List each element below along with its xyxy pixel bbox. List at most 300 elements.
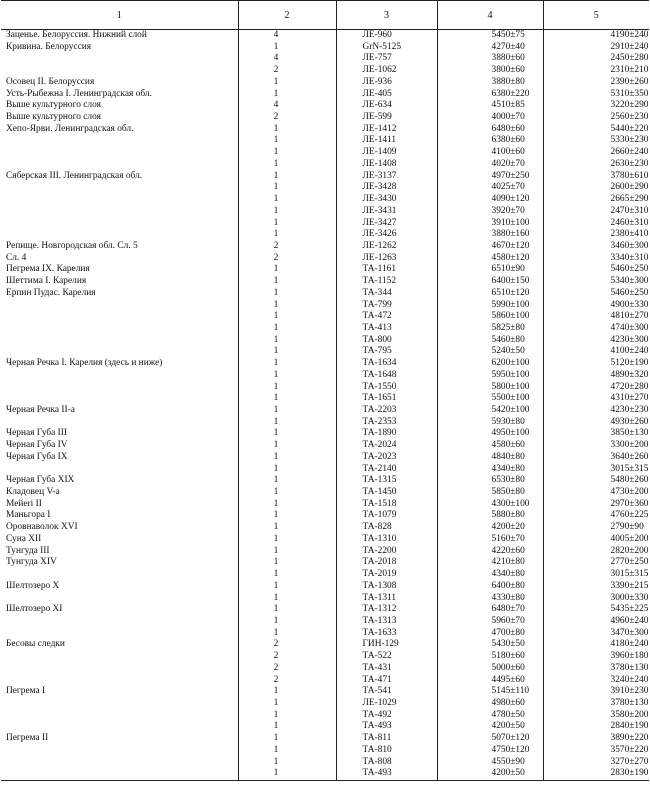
table-row — [1, 616, 649, 628]
lab-index-cell: ЛЕ-1408 — [336, 159, 437, 171]
radiocarbon-age-cell: 4270±40 — [437, 42, 543, 54]
lab-index-cell: ТА-2203 — [336, 405, 437, 417]
sample-count-cell: 1 — [238, 557, 336, 569]
table-row — [1, 417, 649, 429]
sample-count-cell: 2 — [238, 675, 336, 687]
site-name-cell: Хепо-Ярви. Ленинградская обл. — [6, 123, 134, 134]
lab-index-cell: ТА-1648 — [336, 370, 437, 382]
sample-count-cell: 4 — [238, 30, 336, 42]
table-row — [1, 745, 649, 757]
table-row — [1, 194, 649, 206]
calibrated-age-cell: 3015±315 — [543, 569, 649, 581]
calibrated-age-cell: 4180±240 — [543, 639, 649, 651]
radiocarbon-age-cell: 5960±70 — [437, 616, 543, 628]
table-row — [1, 405, 649, 417]
table-row — [1, 135, 649, 147]
lab-index-cell: ТА-808 — [336, 757, 437, 769]
sample-count-cell: 1 — [238, 593, 336, 605]
site-name-cell — [1, 135, 238, 147]
radiocarbon-age-cell: 5825±80 — [437, 323, 543, 335]
radiocarbon-age-cell: 6380±220 — [437, 89, 543, 101]
table-row — [1, 569, 649, 581]
site-name-cell — [1, 663, 238, 675]
calibrated-age-cell: 3460±300 — [543, 241, 649, 253]
table-row — [1, 757, 649, 769]
table-row — [1, 370, 649, 382]
calibrated-age-cell: 4310±270 — [543, 393, 649, 405]
radiocarbon-age-cell: 4510±85 — [437, 100, 543, 112]
site-name-cell — [1, 147, 238, 159]
table-row — [1, 651, 649, 663]
sample-count-cell: 1 — [238, 335, 336, 347]
radiocarbon-age-cell: 5160±70 — [437, 534, 543, 546]
radiocarbon-age-cell: 5430±50 — [437, 639, 543, 651]
sample-count-cell: 1 — [238, 452, 336, 464]
sample-count-cell: 1 — [238, 546, 336, 558]
radiocarbon-age-cell: 4780±50 — [437, 710, 543, 722]
sample-count-cell: 1 — [238, 428, 336, 440]
sample-count-cell: 4 — [238, 100, 336, 112]
calibrated-age-cell: 2830±190 — [543, 768, 649, 780]
sample-count-cell: 2 — [238, 112, 336, 124]
radiocarbon-age-cell: 6510±120 — [437, 288, 543, 300]
site-name-cell: Кривина. Белоруссия — [6, 41, 92, 52]
lab-index-cell: ТА-810 — [336, 745, 437, 757]
sample-count-cell: 1 — [238, 733, 336, 745]
radiocarbon-age-cell: 3920±70 — [437, 206, 543, 218]
calibrated-age-cell: 2970±360 — [543, 499, 649, 511]
lab-index-cell: ЛЕ-936 — [336, 77, 437, 89]
calibrated-age-cell: 4810±270 — [543, 311, 649, 323]
calibrated-age-cell: 2380±410 — [543, 229, 649, 241]
site-name-cell: Черная Губа XIX — [6, 475, 75, 486]
radiocarbon-age-cell: 4220±60 — [437, 546, 543, 558]
table-row — [1, 464, 649, 476]
calibrated-age-cell: 3890±220 — [543, 733, 649, 745]
calibrated-age-cell: 2310±210 — [543, 65, 649, 77]
table-row — [1, 42, 649, 54]
lab-index-cell: ТА-1634 — [336, 358, 437, 370]
sample-count-cell: 1 — [238, 147, 336, 159]
sample-count-cell: 1 — [238, 393, 336, 405]
calibrated-age-cell: 2665±290 — [543, 194, 649, 206]
table-row — [1, 253, 649, 265]
site-name-cell — [1, 206, 238, 218]
lab-index-cell: ГИН-129 — [336, 639, 437, 651]
lab-index-cell: ТА-1313 — [336, 616, 437, 628]
lab-index-cell: GrN-5125 — [336, 42, 437, 54]
radiocarbon-age-cell: 4090±120 — [437, 194, 543, 206]
calibrated-age-cell: 3470±300 — [543, 628, 649, 640]
radiocarbon-age-cell: 6400±150 — [437, 276, 543, 288]
calibrated-age-cell: 2560±230 — [543, 112, 649, 124]
radiocarbon-age-cell: 5180±60 — [437, 651, 543, 663]
sample-count-cell: 1 — [238, 300, 336, 312]
table-row — [1, 581, 649, 593]
radiocarbon-age-cell: 4970±250 — [437, 171, 543, 183]
sample-count-cell: 1 — [238, 721, 336, 733]
calibrated-age-cell: 2910±240 — [543, 42, 649, 54]
radiocarbon-age-cell: 4550±90 — [437, 757, 543, 769]
calibrated-age-cell: 3240±240 — [543, 675, 649, 687]
lab-index-cell: ЛЕ-1263 — [336, 253, 437, 265]
sample-count-cell: 4 — [238, 53, 336, 65]
calibrated-age-cell: 5440±220 — [543, 124, 649, 136]
table-row — [1, 698, 649, 710]
calibrated-age-cell: 2630±230 — [543, 159, 649, 171]
table-row — [1, 77, 649, 89]
calibrated-age-cell: 5340±300 — [543, 276, 649, 288]
calibrated-age-cell: 2840±190 — [543, 721, 649, 733]
lab-index-cell: ТА-800 — [336, 335, 437, 347]
table-row — [1, 311, 649, 323]
lab-index-cell: ТА-1310 — [336, 534, 437, 546]
radiocarbon-age-cell: 6400±80 — [437, 581, 543, 593]
calibrated-age-cell: 2470±310 — [543, 206, 649, 218]
table-row — [1, 604, 649, 616]
table-row — [1, 393, 649, 405]
lab-index-cell: ТА-1308 — [336, 581, 437, 593]
lab-index-cell: ЛЕ-3428 — [336, 182, 437, 194]
site-name-cell: Выше культурного слоя — [6, 112, 101, 123]
calibrated-age-cell: 2390±260 — [543, 77, 649, 89]
lab-index-cell: ЛЕ-1411 — [336, 135, 437, 147]
sample-count-cell: 2 — [238, 663, 336, 675]
table-row — [1, 440, 649, 452]
calibrated-age-cell: 4900±330 — [543, 300, 649, 312]
site-name-cell: Усть-Рыбежна I. Ленинградская обл. — [6, 88, 152, 99]
calibrated-age-cell: 4730±200 — [543, 487, 649, 499]
radiocarbon-age-cell: 4580±60 — [437, 440, 543, 452]
radiocarbon-age-cell: 5500±100 — [437, 393, 543, 405]
lab-index-cell: ТА-2200 — [336, 546, 437, 558]
site-name-cell — [1, 745, 238, 757]
sample-count-cell: 1 — [238, 710, 336, 722]
sample-count-cell: 1 — [238, 464, 336, 476]
sample-count-cell: 1 — [238, 686, 336, 698]
table-row — [1, 428, 649, 440]
calibrated-age-cell: 3640±260 — [543, 452, 649, 464]
lab-index-cell: ТА-431 — [336, 663, 437, 675]
calibrated-age-cell: 2660±240 — [543, 147, 649, 159]
calibrated-age-cell: 4005±200 — [543, 534, 649, 546]
sample-count-cell: 1 — [238, 499, 336, 511]
radiocarbon-age-cell: 6480±60 — [437, 124, 543, 136]
lab-index-cell: ЛЕ-1062 — [336, 65, 437, 77]
calibrated-age-cell: 4230±230 — [543, 405, 649, 417]
sample-count-cell: 1 — [238, 358, 336, 370]
sample-count-cell: 1 — [238, 768, 336, 780]
radiocarbon-age-cell: 4300±100 — [437, 499, 543, 511]
site-name-cell — [1, 768, 238, 780]
lab-index-cell: ЛЕ-1262 — [336, 241, 437, 253]
site-name-cell: Тунгуда III — [6, 545, 50, 556]
table-row — [1, 159, 649, 171]
site-name-cell — [1, 417, 238, 429]
table-row — [1, 487, 649, 499]
table-body — [1, 30, 649, 781]
radiocarbon-age-cell: 4330±80 — [437, 593, 543, 605]
sample-count-cell: 1 — [238, 159, 336, 171]
lab-index-cell: ЛЕ-1412 — [336, 124, 437, 136]
radiocarbon-age-cell: 5850±80 — [437, 487, 543, 499]
table-row — [1, 264, 649, 276]
table-row — [1, 358, 649, 370]
sample-count-cell: 1 — [238, 77, 336, 89]
table-row — [1, 452, 649, 464]
table-row — [1, 639, 649, 651]
calibrated-age-cell: 4720±280 — [543, 382, 649, 394]
radiocarbon-dates-table — [1, 0, 649, 781]
table-row — [1, 546, 649, 558]
sample-count-cell: 1 — [238, 757, 336, 769]
sample-count-cell: 1 — [238, 628, 336, 640]
radiocarbon-age-cell: 4210±80 — [437, 557, 543, 569]
lab-index-cell: ТА-1079 — [336, 510, 437, 522]
site-name-cell — [1, 229, 238, 241]
column-header: 2 — [238, 1, 336, 30]
sample-count-cell: 1 — [238, 522, 336, 534]
lab-index-cell: ТА-1152 — [336, 276, 437, 288]
lab-index-cell: ЛЕ-3430 — [336, 194, 437, 206]
site-name-cell — [1, 710, 238, 722]
table-row — [1, 593, 649, 605]
radiocarbon-age-cell: 4840±80 — [437, 452, 543, 464]
lab-index-cell: ТА-2023 — [336, 452, 437, 464]
radiocarbon-age-cell: 6200±100 — [437, 358, 543, 370]
site-name-cell — [1, 65, 238, 77]
sample-count-cell: 1 — [238, 135, 336, 147]
radiocarbon-age-cell: 4340±80 — [437, 464, 543, 476]
site-name-cell: Суна XII — [6, 533, 42, 544]
calibrated-age-cell: 3780±130 — [543, 698, 649, 710]
calibrated-age-cell: 5460±250 — [543, 264, 649, 276]
lab-index-cell: ТА-1315 — [336, 475, 437, 487]
sample-count-cell: 1 — [238, 569, 336, 581]
site-name-cell — [1, 569, 238, 581]
radiocarbon-age-cell: 4100±60 — [437, 147, 543, 159]
radiocarbon-age-cell: 5990±100 — [437, 300, 543, 312]
radiocarbon-age-cell: 6480±70 — [437, 604, 543, 616]
site-name-cell: Пегрема IX. Карелия — [6, 264, 90, 275]
sample-count-cell: 1 — [238, 581, 336, 593]
lab-index-cell: ЛЕ-960 — [336, 30, 437, 42]
calibrated-age-cell: 3780±130 — [543, 663, 649, 675]
table-row — [1, 335, 649, 347]
site-name-cell — [1, 370, 238, 382]
table-row — [1, 288, 649, 300]
site-name-cell: Тунгуда XIV — [6, 557, 57, 568]
calibrated-age-cell: 2820±200 — [543, 546, 649, 558]
radiocarbon-age-cell: 5450±75 — [437, 30, 543, 42]
calibrated-age-cell: 5435±225 — [543, 604, 649, 616]
sample-count-cell: 1 — [238, 417, 336, 429]
table-row — [1, 323, 649, 335]
site-name-cell — [1, 628, 238, 640]
radiocarbon-age-cell: 4700±80 — [437, 628, 543, 640]
radiocarbon-age-cell: 4495±60 — [437, 675, 543, 687]
site-name-cell — [1, 675, 238, 687]
site-name-cell — [1, 721, 238, 733]
site-name-cell — [1, 323, 238, 335]
table-row — [1, 499, 649, 511]
radiocarbon-age-cell: 3800±60 — [437, 65, 543, 77]
lab-index-cell: ТА-1312 — [336, 604, 437, 616]
table-row — [1, 147, 649, 159]
table-row — [1, 534, 649, 546]
lab-index-cell: ТА-1518 — [336, 499, 437, 511]
table-row — [1, 276, 649, 288]
sample-count-cell: 1 — [238, 698, 336, 710]
radiocarbon-age-cell: 4340±80 — [437, 569, 543, 581]
site-name-cell: Шеттима I. Карелия — [6, 276, 87, 287]
radiocarbon-age-cell: 3880±60 — [437, 53, 543, 65]
calibrated-age-cell: 3000±330 — [543, 593, 649, 605]
table-row — [1, 686, 649, 698]
site-name-cell: Маньгора I — [6, 510, 51, 521]
radiocarbon-age-cell: 4200±50 — [437, 768, 543, 780]
site-name-cell — [1, 382, 238, 394]
site-name-cell — [1, 335, 238, 347]
site-name-cell: Мейеri II — [6, 498, 42, 509]
radiocarbon-age-cell: 5070±120 — [437, 733, 543, 745]
site-name-cell: Кладовец V-а — [6, 487, 60, 498]
calibrated-age-cell: 3780±610 — [543, 171, 649, 183]
calibrated-age-cell: 4960±240 — [543, 616, 649, 628]
table-row — [1, 733, 649, 745]
site-name-cell: Заценье. Белоруссия. Нижний слой — [6, 30, 147, 40]
sample-count-cell: 2 — [238, 639, 336, 651]
table-row — [1, 557, 649, 569]
lab-index-cell: ЛЕ-634 — [336, 100, 437, 112]
lab-index-cell: ТА-799 — [336, 300, 437, 312]
calibrated-age-cell: 5310±350 — [543, 89, 649, 101]
sample-count-cell: 1 — [238, 276, 336, 288]
table-row — [1, 30, 649, 42]
calibrated-age-cell: 3850±130 — [543, 428, 649, 440]
table-row — [1, 100, 649, 112]
calibrated-age-cell: 4890±320 — [543, 370, 649, 382]
table-row — [1, 382, 649, 394]
calibrated-age-cell: 3220±290 — [543, 100, 649, 112]
radiocarbon-age-cell: 4020±70 — [437, 159, 543, 171]
radiocarbon-age-cell: 4980±60 — [437, 698, 543, 710]
table-row — [1, 675, 649, 687]
lab-index-cell: ТА-492 — [336, 710, 437, 722]
table-row — [1, 346, 649, 358]
sample-count-cell: 1 — [238, 616, 336, 628]
radiocarbon-age-cell: 4670±120 — [437, 241, 543, 253]
lab-index-cell: ТА-1450 — [336, 487, 437, 499]
radiocarbon-age-cell: 5950±100 — [437, 370, 543, 382]
site-name-cell — [1, 182, 238, 194]
sample-count-cell: 1 — [238, 42, 336, 54]
lab-index-cell: ТА-471 — [336, 675, 437, 687]
table-row — [1, 218, 649, 230]
radiocarbon-age-cell: 5800±100 — [437, 382, 543, 394]
radiocarbon-age-cell: 3880±160 — [437, 229, 543, 241]
table-row — [1, 710, 649, 722]
site-name-cell: Сяберская III. Ленинградская обл. — [6, 170, 143, 181]
lab-index-cell: ТА-541 — [336, 686, 437, 698]
site-name-cell — [1, 464, 238, 476]
radiocarbon-age-cell: 4200±20 — [437, 522, 543, 534]
radiocarbon-age-cell: 3910±100 — [437, 218, 543, 230]
sample-count-cell: 1 — [238, 323, 336, 335]
lab-index-cell: ТА-811 — [336, 733, 437, 745]
lab-index-cell: ТА-1651 — [336, 393, 437, 405]
radiocarbon-age-cell: 6530±80 — [437, 475, 543, 487]
radiocarbon-age-cell: 4200±50 — [437, 721, 543, 733]
site-name-cell — [1, 651, 238, 663]
table-row — [1, 768, 649, 780]
lab-index-cell: ЛЕ-405 — [336, 89, 437, 101]
site-name-cell: Черная Речка II-а — [6, 405, 75, 415]
site-name-cell: Черная Речка I. Карелия (здесь и ниже) — [6, 358, 163, 369]
radiocarbon-age-cell: 5860±100 — [437, 311, 543, 323]
calibrated-age-cell: 2460±310 — [543, 218, 649, 230]
radiocarbon-age-cell: 4950±100 — [437, 428, 543, 440]
table-row — [1, 89, 649, 101]
radiocarbon-age-cell: 5240±50 — [437, 346, 543, 358]
column-header: 1 — [1, 1, 238, 30]
calibrated-age-cell: 2600±290 — [543, 182, 649, 194]
calibrated-age-cell: 3015±315 — [543, 464, 649, 476]
site-name-cell: Черная Губа IV — [6, 440, 68, 451]
site-name-cell: Черная Губа IX — [6, 451, 68, 462]
column-header: 3 — [336, 1, 437, 30]
site-name-cell: Пегрема II — [6, 733, 49, 744]
sample-count-cell: 2 — [238, 651, 336, 663]
sample-count-cell: 1 — [238, 475, 336, 487]
sample-count-cell: 1 — [238, 534, 336, 546]
table-row — [1, 112, 649, 124]
calibrated-age-cell: 3300±200 — [543, 440, 649, 452]
site-name-cell — [1, 616, 238, 628]
radiocarbon-age-cell: 5000±60 — [437, 663, 543, 675]
lab-index-cell: ТА-2140 — [336, 464, 437, 476]
calibrated-age-cell: 5120±190 — [543, 358, 649, 370]
site-name-cell: Черная Губа III — [6, 428, 68, 439]
lab-index-cell: ЛЕ-3427 — [336, 218, 437, 230]
calibrated-age-cell: 5480±260 — [543, 475, 649, 487]
sample-count-cell: 1 — [238, 206, 336, 218]
calibrated-age-cell: 3270±270 — [543, 757, 649, 769]
table-row — [1, 475, 649, 487]
sample-count-cell: 2 — [238, 253, 336, 265]
site-name-cell — [1, 311, 238, 323]
radiocarbon-age-cell: 4580±120 — [437, 253, 543, 265]
radiocarbon-age-cell: 5460±80 — [437, 335, 543, 347]
table-row — [1, 510, 649, 522]
lab-index-cell: ЛЕ-3426 — [336, 229, 437, 241]
table-row — [1, 124, 649, 136]
lab-index-cell: ТА-828 — [336, 522, 437, 534]
sample-count-cell: 1 — [238, 194, 336, 206]
sample-count-cell: 1 — [238, 218, 336, 230]
site-name-cell — [1, 757, 238, 769]
sample-count-cell: 1 — [238, 604, 336, 616]
table-row — [1, 65, 649, 77]
calibrated-age-cell: 3910±230 — [543, 686, 649, 698]
calibrated-age-cell: 4930±260 — [543, 417, 649, 429]
site-name-cell — [1, 53, 238, 65]
sample-count-cell: 1 — [238, 89, 336, 101]
lab-index-cell: ТА-1161 — [336, 264, 437, 276]
calibrated-age-cell: 4760±225 — [543, 510, 649, 522]
site-name-cell: Выше культурного слоя — [6, 100, 101, 111]
site-name-cell: Шелтозеро X — [6, 580, 60, 591]
